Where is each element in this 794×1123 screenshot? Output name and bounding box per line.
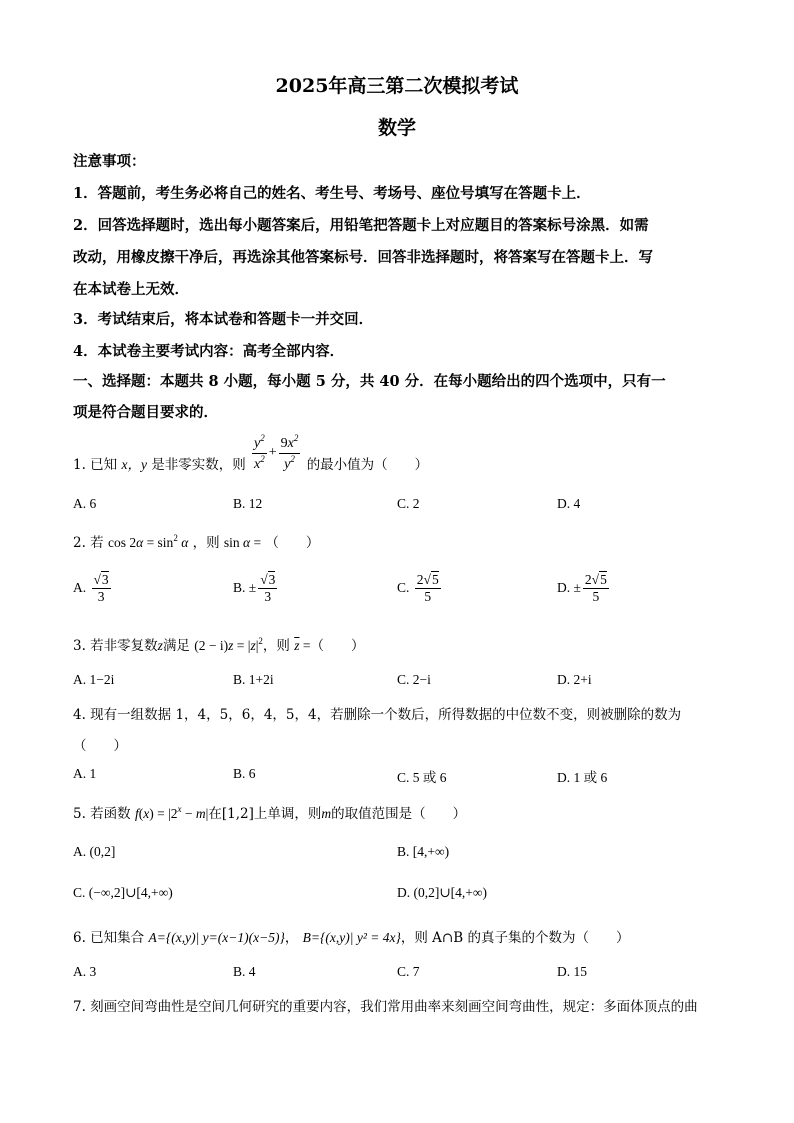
section-heading-line2: 项是符合题目要求的． (73, 404, 218, 421)
q6-set-b: B={(x,y)| y² = 4x} (302, 930, 401, 945)
notice-item-4: 4．本试卷主要考试内容：高考全部内容． (73, 343, 345, 360)
question-2 (73, 531, 319, 551)
q1-suffix: 的最小值为（ ） (306, 457, 429, 473)
q5-option-c: C. (−∞,2]∪[4,+∞) (73, 885, 173, 900)
q3-mid: 满足 (162, 638, 190, 654)
q2-equation: $\cos 2\alpha = \sin^2 \alpha$ (107, 533, 189, 550)
q1-mid: 是非零实数，则 (151, 457, 246, 473)
notice-item-2-line2: 改动，用橡皮擦干净后，再选涂其他答案标号．回答非选择题时，将答案写在答题卡上．写 (73, 249, 653, 266)
exam-title: 2025年高三第二次模拟考试 (275, 75, 519, 97)
q1-prefix: 1. 已知 (73, 457, 118, 473)
q6-set-a: A={(x,y)| y=(x−1)(x−5)} (148, 930, 285, 945)
q6-suffix: ，则 A∩B 的真子集的个数为（ ） (400, 930, 630, 946)
q1-expression: $\frac{y^2}{x^2}$ + $\frac{9x^2}{y^2}$ (254, 433, 299, 472)
q6-option-a: A. 3 (73, 964, 97, 979)
question-7-line1: 7. 刻画空间弯曲性是空间几何研究的重要内容，我们常用曲率来刻画空间弯曲性，规定：多面体顶点的曲 (73, 999, 698, 1015)
q3-equation: $(2 - i)z = |z|^2$ (194, 636, 263, 653)
q5-suffix: 的取值范围是（ ） (331, 806, 467, 822)
question-5 (73, 802, 466, 822)
question-4-line2: （ ） (73, 738, 127, 754)
question-1 (73, 431, 428, 475)
question-3: 3. 若非零复数z满足 $(2 - i)z = |z|^2$，则 $\overline{z}$ =（ ） (73, 636, 365, 654)
q5-mid: 在[1,2]上单调，则 (208, 806, 322, 822)
q3-option-b: B. 1+2i (233, 672, 274, 687)
subject-title: 数学 (377, 117, 416, 139)
q5-var: m (321, 806, 332, 821)
q4-option-c: C. 5 或 6 (397, 770, 447, 785)
q2-option-a: A. $\frac{√3}{3}$ (73, 572, 109, 604)
notice-item-1: 1．答题前，考生务必将自己的姓名、考生号、考场号、座位号填写在答题卡上． (73, 185, 591, 202)
question-4-line1: 4. 现有一组数据 1，4，5，6，4，5，4，若删除一个数后，所得数据的中位数不变，则被删除的数为 (73, 707, 682, 723)
q5-option-d: D. (0,2]∪[4,+∞) (397, 885, 488, 900)
q2-prefix: 2. 若 (73, 535, 104, 551)
q6-option-b: B. 4 (233, 964, 256, 979)
q4-option-a: A. 1 (73, 766, 97, 781)
q1-option-b: B. 12 (233, 496, 263, 511)
q2-mid: ，则 (192, 535, 220, 551)
notice-item-2-line1: 2．回答选择题时，选出每小题答案后，用铅笔把答题卡上对应题目的答案标号涂黑．如需 (73, 217, 649, 234)
notice-item-3: 3．考试结束后，将本试卷和答题卡一并交回． (73, 311, 374, 328)
section-heading-line1: 一、选择题：本题共 8 小题，每小题 5 分，共 40 分．在每小题给出的四个选项中，只有一 (73, 373, 666, 390)
q3-option-a: A. 1−2i (73, 672, 115, 687)
q5-option-a: A. (0,2] (73, 844, 116, 859)
q3-prefix: 3. 若非零复数 (73, 638, 158, 654)
q3-suffix: （ ） (310, 638, 365, 654)
notice-heading: 注意事项： (73, 153, 146, 170)
q2-option-d: D. ± $\frac{2√5}{5}$ (557, 572, 607, 604)
q5-option-b: B. [4,+∞) (397, 844, 450, 859)
q1-option-c: C. 2 (397, 496, 420, 511)
q3-mid2: ，则 (262, 638, 290, 654)
q2-suffix: （ ） (265, 535, 320, 551)
q2-option-b: B. ± $\frac{√3}{3}$ (233, 572, 276, 604)
q3-option-c: C. 2−i (397, 672, 431, 687)
q3-conj: $\overline{z}$ (294, 638, 300, 653)
question-6: 6. 已知集合 A={(x,y)| y=(x−1)(x−5)}， B={(x,y)| y² = 4x}，则 A∩B 的真子集的个数为（ ） (73, 930, 630, 946)
q6-option-c: C. 7 (397, 964, 420, 979)
q1-vars: x，y (121, 457, 147, 472)
q6-prefix: 6. 已知集合 (73, 930, 145, 946)
q6-option-d: D. 15 (557, 964, 587, 979)
q3-option-d: D. 2+i (557, 672, 592, 687)
q5-prefix: 5. 若函数 (73, 806, 131, 822)
notice-item-2-line3: 在本试卷上无效． (73, 281, 189, 298)
q5-function: $f(x) = |2^x - m|$ (134, 804, 209, 821)
q1-option-a: A. 6 (73, 496, 97, 511)
q3-var: z (157, 638, 163, 653)
q2-target: sin α = (223, 535, 262, 550)
q2-option-c: C. $\frac{2√5}{5}$ (397, 572, 439, 604)
q4-option-d: D. 1 或 6 (557, 770, 608, 785)
q4-option-b: B. 6 (233, 766, 256, 781)
q1-option-d: D. 4 (557, 496, 581, 511)
